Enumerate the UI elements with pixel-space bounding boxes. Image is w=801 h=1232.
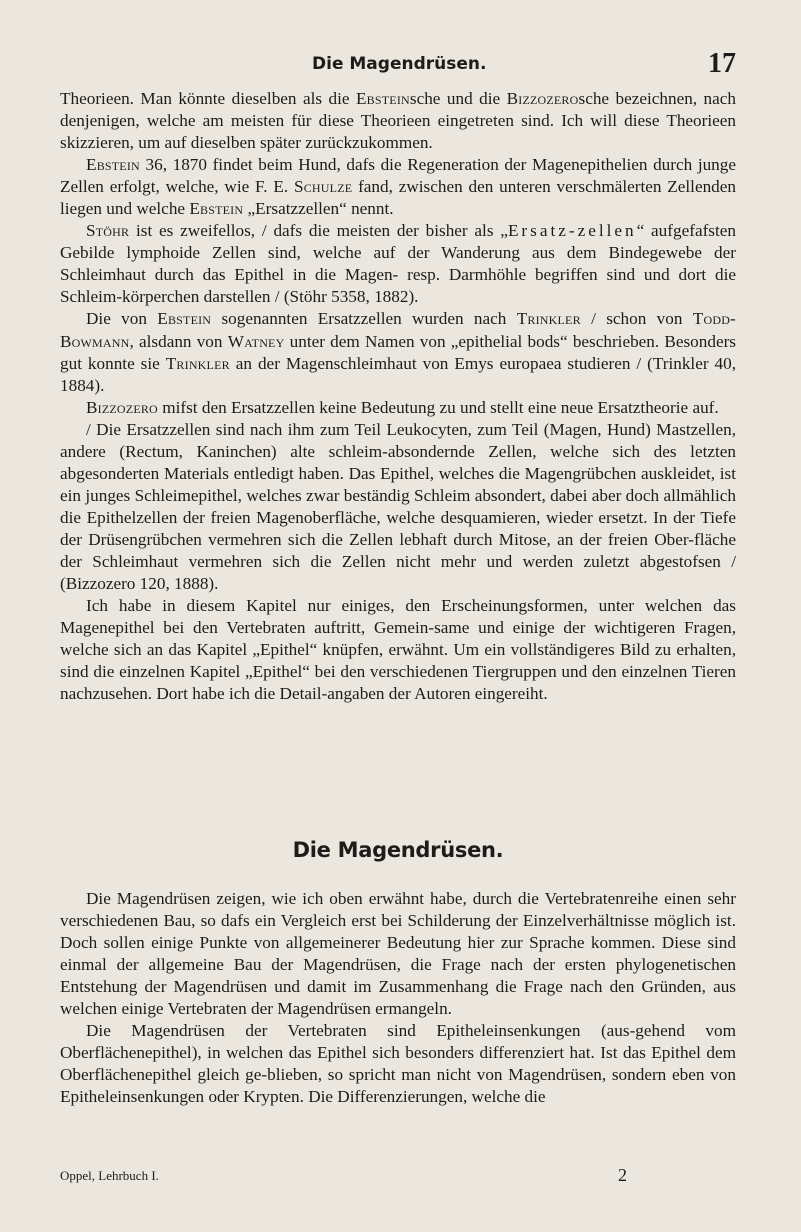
running-head (60, 50, 736, 80)
author-name: Schulze (293, 177, 353, 197)
paragraph: Theorieen. Man könnte dieselben als die Ebsteinsche und die Bizzozerosche bezeichnen, nach denjenigen, welche am meisten für diese Theorieen eingetreten sind. Ich will diese Theorieen skizzieren, um auf dieselben später zurückzukommen. (60, 89, 736, 153)
author-name: Bizzozero (506, 89, 579, 108)
author-name: Trinkler (516, 309, 581, 329)
paragraph: Bizzozero mifst den Ersatzzellen keine Bedeutung zu und stellt eine neue Ersatztheorie auf. (86, 397, 719, 417)
paragraph: Ich habe in diesem Kapitel nur einiges, den Erscheinungsformen, unter welchen das Magenepithel bei den Vertebraten auftritt, Gemein-same und einige der wichtigeren Fragen, welche sich an das Kapitel „Epithel“ knüpfen, erwähnt. Um ein vollständigeres Bild zu erhalten, sind die einzelnen Kapitel „Epithel“ bei den verschiedenen Tiergruppen und den einzelnen Tieren nachzusehen. Dort habe ich die Detail-angaben der Autoren eingereiht. (60, 596, 736, 704)
paragraph: Die Magendrüsen der Vertebraten sind Epitheleinsenkungen (aus-gehend vom Oberflächenepithel), in welchen das Epithel sich besonders differenziert hat. Ist das Epithel dem Oberflächenepithel gleich ge-blieben, so spricht man nicht von Magendrüsen, sondern eben von Epitheleinsenkungen oder Krypten. Die Differenzierungen, welche die (60, 1021, 736, 1107)
spaced-term: Ersatz-zellen (507, 221, 637, 241)
author-name: Todd-Bowmann (60, 309, 736, 351)
author-name: Ebstein (189, 199, 244, 219)
body-text-upper (60, 88, 736, 705)
author-name: Watney (227, 331, 285, 351)
author-name: Ebstein (157, 309, 212, 329)
page-number: 17 (708, 48, 736, 79)
author-name: Ebstein (355, 89, 410, 108)
paragraph: Stöhr ist es zweifellos, / dafs die meisten der bisher als „Ersatz-zellen“ aufgefafsten Gebilde lymphoide Zellen sind, welche auf der Wanderung aus dem Bindegewebe der Schleimhaut durch das Epithel in die Magen- resp. Darmhöhle begriffen sind und dort die Schleim-körperchen darstellen / (Stöhr 5358, 1882). (60, 221, 736, 307)
footer-author-book: Oppel, Lehrbuch I. (60, 1168, 159, 1183)
paragraph: Die Magendrüsen zeigen, wie ich oben erwähnt habe, durch die Vertebratenreihe einen sehr verschiedenen Bau, so dafs ein Vergleich erst bei Schilderung der Einzelverhältnisse möglich ist. Doch sollen einige Punkte von allgemeinerer Bedeutung hier zur Sprache kommen. Diese sind einmal der allgemeine Bau der Magendrüsen, die Frage nach der ersten phylogenetischen Entstehung der Magendrüsen und damit im Zusammenhang die Frage nach den Gründen, aus welchen einige Vertebraten der Magendrüsen ermangeln. (60, 889, 736, 1019)
paragraph: Die von Ebstein sogenannten Ersatzzellen wurden nach Trinkler / schon von Todd-Bowmann, alsdann von Watney unter dem Namen von „epithelial bods“ beschrieben. Besonders gut konnte sie Trinkler an der Magenschleimhaut von Emys europaea studieren / (Trinkler 40, 1884). (60, 309, 736, 395)
author-name: Ebstein (86, 155, 140, 175)
paragraph: Ebstein 36, 1870 findet beim Hund, dafs die Regeneration der Magenepithelien durch junge Zellen erfolgt, welche, wie F. E. Schulze fand, zwischen den unteren verschmälerten Zellenden liegen und welche Ebstein „Ersatzzellen“ nennt. (60, 155, 736, 219)
body-text-lower (60, 888, 736, 1108)
author-name: Stöhr (86, 221, 130, 241)
paragraph: / Die Ersatzzellen sind nach ihm zum Teil Leukocyten, zum Teil (Magen, Hund) Mastzellen, andere (Rectum, Kaninchen) alte schleim-absondernde Zellen, welche sich des letzten abgesonderten Materials entledigt haben. Das Epithel, welches die Magengrübchen auskleidet, ist ein junges Schleimepithel, welches zwar beständig Schleim absondert, dabei aber doch allmählich die Epithelzellen der freien Magenoberfläche, welche desquamieren, wieder ersetzt. In der Tiefe der Drüsengrübchen vermehren sich die Zellen lebhaft durch Mitose, an der freien Ober-fläche der Schleimhaut vermehren sich die Zellen nicht mehr und werden zuletzt abgestofsen / (Bizzozero 120, 1888). (60, 419, 736, 594)
section-heading: Die Magendrüsen. (292, 838, 504, 862)
page-footer (60, 1165, 736, 1188)
author-name: Bizzozero (86, 397, 158, 417)
author-name: Trinkler (165, 353, 230, 373)
signature-mark: 2 (618, 1165, 627, 1185)
running-title: Die Magendrüsen. (312, 54, 487, 74)
